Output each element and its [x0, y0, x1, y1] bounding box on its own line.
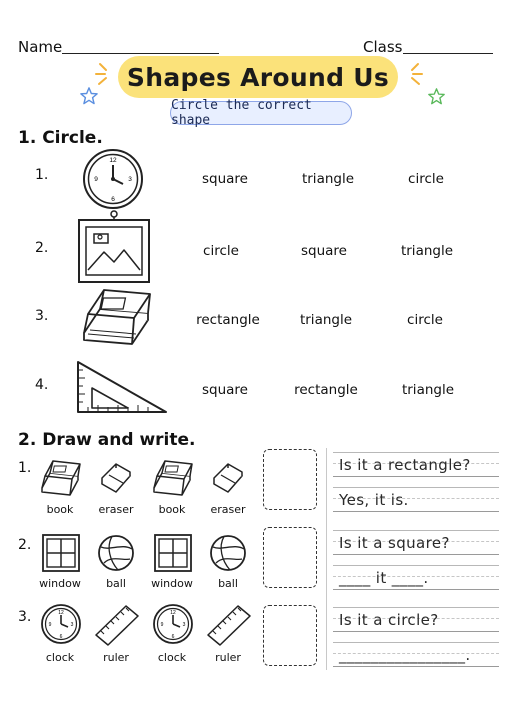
question-text: Is it a square? [339, 534, 450, 552]
ball-icon [208, 533, 248, 573]
clock-icon [152, 603, 194, 645]
svg-text:9: 9 [94, 176, 98, 183]
answer-text: Yes, it is. [339, 491, 409, 509]
item-caption: book [46, 503, 74, 516]
option-word[interactable]: square [301, 243, 347, 259]
answer-text: ____ it ____. [339, 569, 429, 587]
option-word[interactable]: triangle [301, 171, 355, 187]
clock-icon [40, 603, 82, 645]
option-word[interactable]: triangle [401, 382, 455, 398]
row-number: 3. [18, 609, 32, 625]
item-caption: eraser [98, 503, 134, 516]
section1-heading: 1. Circle. [18, 128, 103, 148]
svg-text:6: 6 [111, 196, 115, 203]
row-number: 2. [18, 537, 32, 553]
eraser-icon [210, 462, 246, 496]
drawing-box[interactable] [263, 605, 317, 666]
option-word[interactable]: square [202, 171, 248, 187]
item-caption: window [39, 577, 81, 590]
section2-heading: 2. Draw and write. [18, 430, 196, 450]
svg-text:3: 3 [70, 622, 74, 628]
window-icon [41, 533, 81, 573]
set-square-icon [72, 358, 170, 416]
name-field[interactable] [62, 53, 219, 54]
svg-text:9: 9 [48, 622, 52, 628]
book-icon [74, 286, 154, 352]
item-caption: ruler [103, 651, 129, 664]
option-word[interactable]: rectangle [294, 382, 358, 398]
item-caption: clock [45, 651, 75, 664]
drawing-box[interactable] [263, 527, 317, 588]
class-field[interactable] [403, 53, 493, 54]
row-number: 1. [18, 460, 32, 476]
page-title: Shapes Around Us [118, 56, 398, 98]
option-word[interactable]: circle [408, 171, 444, 187]
question-text: Is it a rectangle? [339, 456, 471, 474]
svg-text:3: 3 [182, 622, 186, 628]
star-icon [428, 88, 445, 105]
spark-lines-icon [94, 60, 116, 88]
item-caption: eraser [210, 503, 246, 516]
item-caption: ball [106, 577, 126, 590]
item-caption: ruler [215, 651, 241, 664]
item-caption: window [151, 577, 193, 590]
book-icon [38, 458, 82, 500]
ruler-icon [205, 603, 253, 647]
clock-icon [82, 148, 144, 210]
picture-frame-icon [76, 210, 152, 284]
svg-text:12: 12 [58, 610, 64, 616]
option-word[interactable]: circle [407, 312, 443, 328]
name-label: Name [18, 38, 63, 56]
svg-text:6: 6 [59, 634, 63, 640]
item-number: 3. [35, 308, 49, 324]
svg-text:12: 12 [109, 157, 117, 164]
item-caption: ball [218, 577, 238, 590]
ball-icon [96, 533, 136, 573]
svg-text:6: 6 [171, 634, 175, 640]
star-icon [80, 87, 98, 105]
item-number: 4. [35, 377, 49, 393]
spark-lines-icon [402, 60, 424, 88]
item-caption: clock [157, 651, 187, 664]
option-word[interactable]: circle [203, 243, 239, 259]
eraser-icon [98, 462, 134, 496]
book-icon [150, 458, 194, 500]
question-text: Is it a circle? [339, 611, 439, 629]
svg-text:3: 3 [128, 176, 132, 183]
ruler-icon [93, 603, 141, 647]
option-word[interactable]: rectangle [196, 312, 260, 328]
writing-lines[interactable] [333, 607, 499, 677]
item-number: 2. [35, 240, 49, 256]
svg-text:12: 12 [170, 610, 176, 616]
option-word[interactable]: triangle [299, 312, 353, 328]
option-word[interactable]: triangle [400, 243, 454, 259]
item-caption: book [158, 503, 186, 516]
writing-lines[interactable] [333, 530, 499, 600]
window-icon [153, 533, 193, 573]
instruction-pill: Circle the correct shape [170, 101, 352, 125]
svg-text:9: 9 [160, 622, 164, 628]
writing-lines[interactable] [333, 452, 499, 522]
class-label: Class [363, 38, 403, 56]
drawing-box[interactable] [263, 449, 317, 510]
option-word[interactable]: square [202, 382, 248, 398]
divider [326, 448, 327, 670]
item-number: 1. [35, 167, 49, 183]
answer-text: ________________. [339, 646, 471, 664]
